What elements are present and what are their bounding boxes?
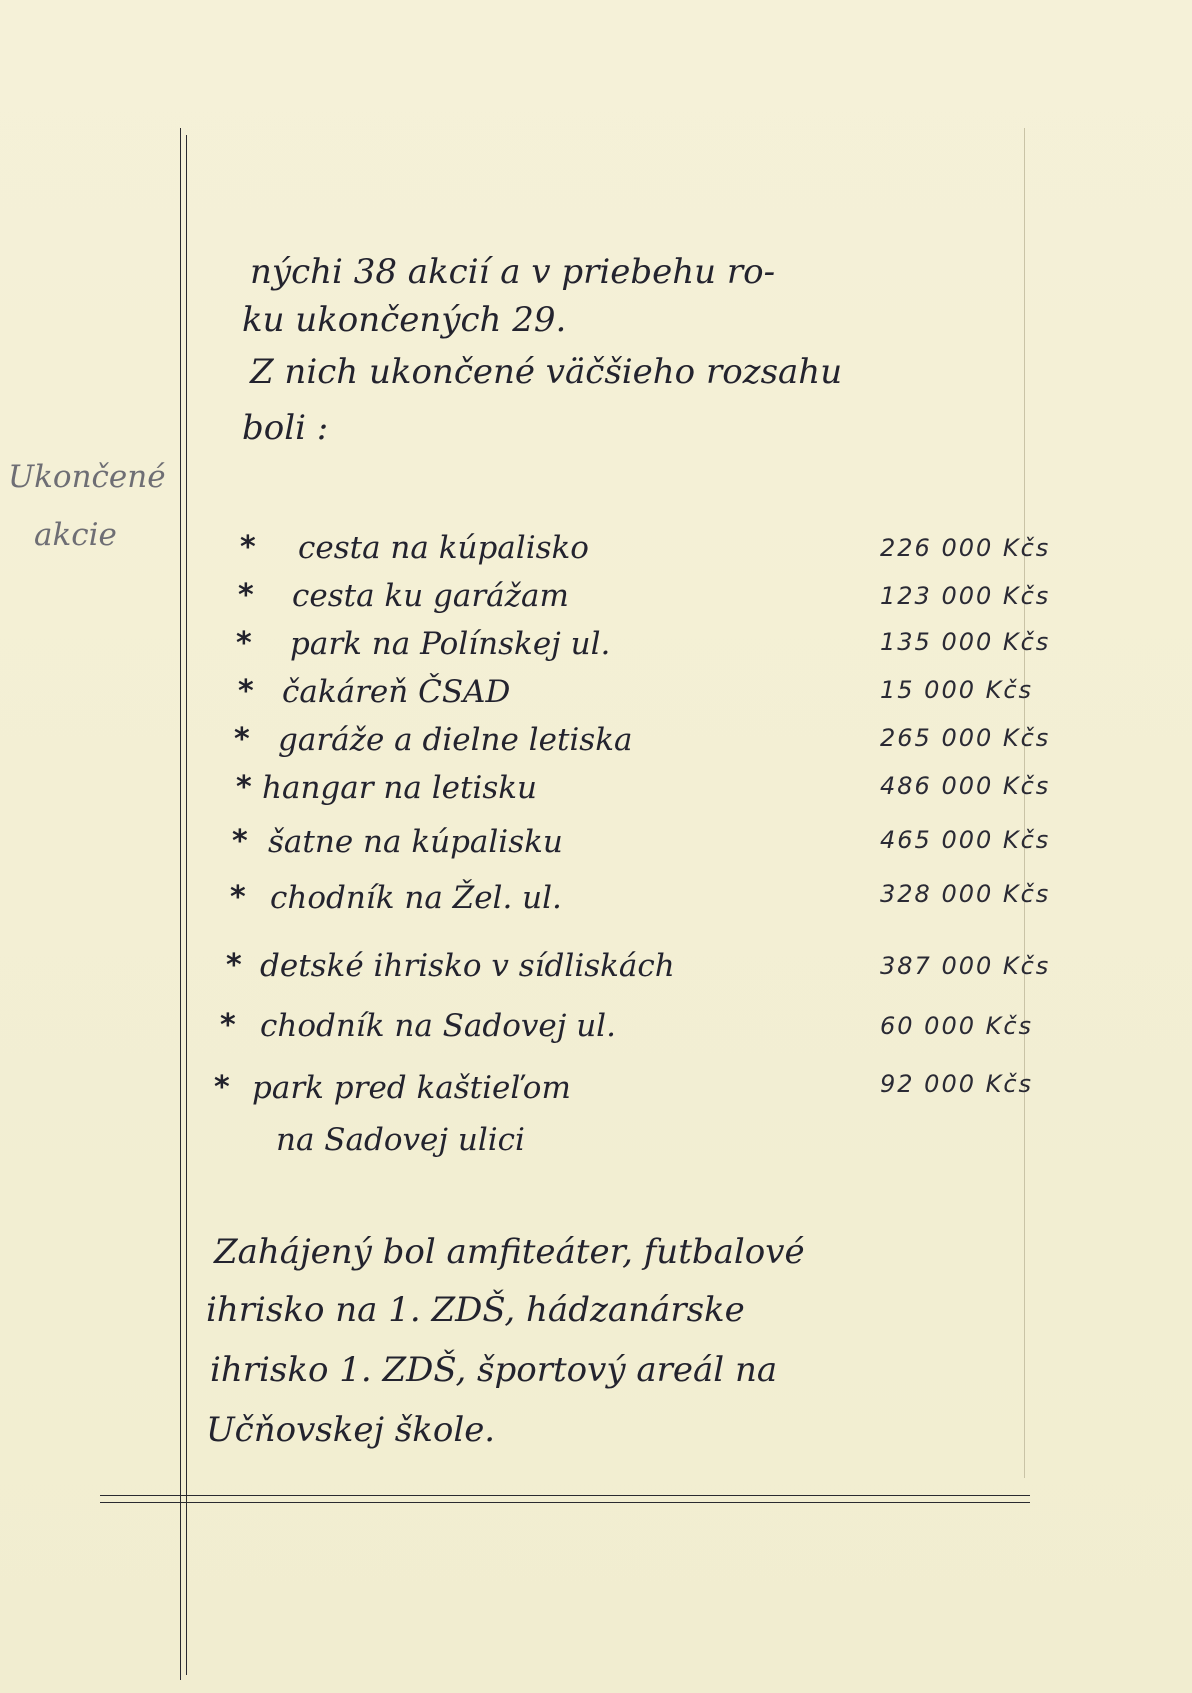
item-amount: 15 000 Kčs	[880, 676, 1034, 704]
intro-line: nýchi 38 akcií a v priebehu ro-	[250, 252, 776, 292]
bullet-asterisk: *	[232, 824, 248, 859]
item-amount: 328 000 Kčs	[880, 880, 1051, 908]
item-name: park na Polínskej ul.	[290, 626, 611, 662]
item-amount: 123 000 Kčs	[880, 582, 1051, 610]
list-item	[0, 674, 1192, 722]
bullet-asterisk: *	[234, 722, 250, 757]
intro-line: boli :	[242, 408, 329, 448]
bullet-asterisk: *	[220, 1008, 236, 1043]
item-amount: 60 000 Kčs	[880, 1012, 1034, 1040]
closing-line: ihrisko na 1. ZDŠ, hádzanárske	[206, 1290, 745, 1330]
bullet-asterisk: *	[230, 880, 246, 915]
item-amount: 486 000 Kčs	[880, 772, 1051, 800]
item-amount: 135 000 Kčs	[880, 628, 1051, 656]
margin-note-line: akcie	[34, 517, 117, 553]
list-item	[0, 530, 1192, 578]
bullet-asterisk: *	[238, 674, 254, 709]
item-amount: 465 000 Kčs	[880, 826, 1051, 854]
item-name: chodník na Žel. ul.	[270, 880, 562, 916]
list-item	[0, 578, 1192, 626]
list-item	[0, 948, 1192, 996]
item-amount: 92 000 Kčs	[880, 1070, 1034, 1098]
bottom-rule-inner	[100, 1502, 1030, 1503]
list-item	[0, 824, 1192, 872]
intro-line: ku ukončených 29.	[242, 300, 567, 340]
list-item	[0, 722, 1192, 770]
item-amount: 265 000 Kčs	[880, 724, 1051, 752]
bottom-rule	[100, 1495, 1030, 1496]
bullet-asterisk: *	[214, 1070, 230, 1105]
list-item	[0, 626, 1192, 674]
item-name-continued: na Sadovej ulici	[276, 1122, 525, 1158]
item-name: čakáreň ČSAD	[282, 674, 511, 710]
list-item	[0, 880, 1192, 928]
bullet-asterisk: *	[236, 626, 252, 661]
closing-line: Zahájený bol amfiteáter, futbalové	[214, 1232, 805, 1272]
bullet-asterisk: *	[238, 578, 254, 613]
item-amount: 226 000 Kčs	[880, 534, 1051, 562]
list-item	[0, 1070, 1192, 1180]
bullet-asterisk: *	[226, 948, 242, 983]
item-name: park pred kaštieľom	[252, 1070, 571, 1106]
item-amount: 387 000 Kčs	[880, 952, 1051, 980]
item-name: cesta ku garážam	[292, 578, 569, 614]
closing-line: ihrisko 1. ZDŠ, športový areál na	[210, 1350, 778, 1390]
item-name: garáže a dielne letiska	[278, 722, 633, 758]
closing-line: Učňovskej škole.	[206, 1410, 496, 1450]
list-item	[0, 1008, 1192, 1056]
bullet-asterisk: *	[236, 770, 252, 805]
margin-note-line: Ukončené	[8, 459, 166, 495]
item-name: hangar na letisku	[262, 770, 538, 806]
item-name: chodník na Sadovej ul.	[260, 1008, 616, 1044]
list-item	[0, 770, 1192, 818]
item-name: šatne na kúpalisku	[268, 824, 563, 860]
intro-line: Z nich ukončené väčšieho rozsahu	[250, 352, 843, 392]
item-name: cesta na kúpalisko	[298, 530, 589, 566]
item-name: detské ihrisko v sídliskách	[260, 948, 675, 984]
bullet-asterisk: *	[240, 530, 256, 565]
